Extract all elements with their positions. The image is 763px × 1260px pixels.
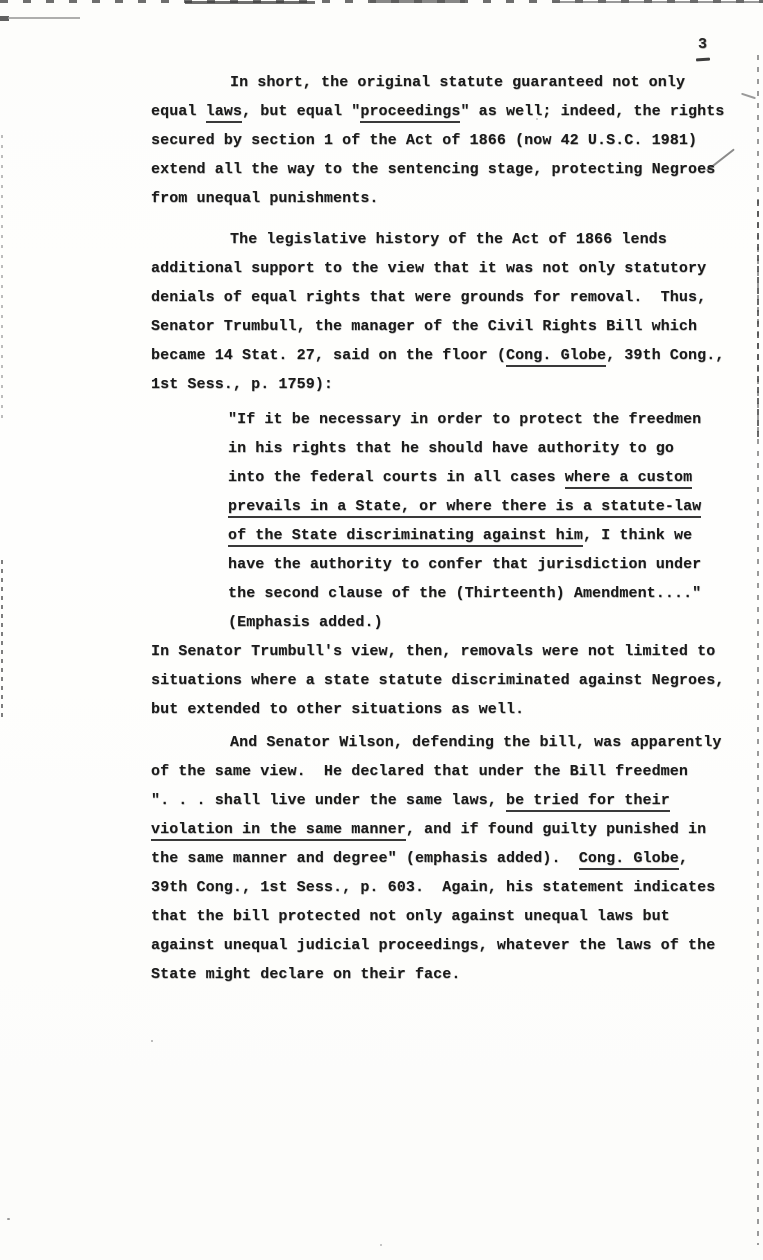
text-segment: became 14 Stat. 27, said on the floor ( [151, 347, 506, 364]
scan-artifact-speck [151, 1040, 153, 1042]
text-segment: , 39th Cong., [606, 347, 725, 364]
text-segment: , and if found guilty punished in [405, 821, 707, 838]
text-line [151, 695, 724, 724]
text-segment: 39th Cong., 1st Sess., p. 603. Again, his statement indicates [151, 879, 716, 896]
text-line [151, 283, 724, 312]
scan-artifact-top-segment [370, 0, 465, 3]
text-line [228, 434, 724, 463]
text-line [151, 902, 724, 931]
text-line [151, 873, 724, 902]
underlined-text: Cong. Globe [579, 850, 679, 870]
text-line [151, 341, 724, 370]
paragraph-block [151, 225, 724, 399]
text-segment: the same manner and degree" (emphasis added). [151, 850, 579, 867]
text-segment: State might declare on their face. [151, 966, 461, 983]
scan-artifact-speck [380, 1244, 382, 1246]
text-segment: , but equal " [242, 103, 361, 120]
text-line [151, 68, 724, 97]
text-line [151, 254, 724, 283]
text-line [151, 312, 724, 341]
text-line [151, 931, 724, 960]
paragraph-block [151, 68, 724, 213]
text-segment: of the same view. He declared that under the Bill freedmen [151, 763, 688, 780]
underlined-text: proceedings [360, 103, 460, 123]
text-line [151, 728, 724, 757]
text-line [151, 225, 724, 254]
scan-artifact-speck [7, 1218, 10, 1220]
text-line [228, 463, 724, 492]
text-segment: In short, the original statute guaranteed not only [230, 74, 686, 91]
underlined-text: Cong. Globe [506, 347, 606, 367]
text-line [228, 521, 724, 550]
underlined-text: be tried for their [506, 792, 670, 812]
text-line [151, 960, 724, 989]
text-segment: secured by section 1 of the Act of 1866 (now 42 U.S.C. 1981) [151, 132, 698, 149]
underlined-text: where a custom [565, 469, 692, 489]
text-segment: , [678, 850, 689, 867]
underlined-text: of the State discriminating against him [228, 527, 583, 547]
text-segment: " as well; indeed, the rights [460, 103, 725, 120]
quote-block [228, 405, 724, 637]
text-segment: from unequal punishments. [151, 190, 379, 207]
text-line [151, 815, 724, 844]
scan-artifact-right-edge-dark [757, 200, 759, 440]
text-line [228, 579, 724, 608]
text-segment: The legislative history of the Act of 1866 lends [230, 231, 667, 248]
text-line [228, 550, 724, 579]
text-segment: situations where a state statute discriminated against Negroes, [151, 672, 725, 689]
text-line [151, 666, 724, 695]
scan-artifact-corner-line [8, 17, 80, 19]
text-segment: extend all the way to the sentencing stage, protecting Negroes [151, 161, 716, 178]
text-segment: have the authority to confer that jurisdiction under [228, 556, 702, 573]
scan-artifact-left-edge [1, 135, 3, 425]
underlined-text: violation in the same manner [151, 821, 406, 841]
text-line [151, 757, 724, 786]
page-number: 3 [698, 36, 708, 53]
scan-artifact-pen-tick [741, 93, 756, 99]
text-line [151, 844, 724, 873]
scan-artifact-left-edge-dark [1, 560, 3, 720]
text-segment: In Senator Trumbull's view, then, removals were not limited to [151, 643, 716, 660]
text-line [151, 155, 724, 184]
text-line [228, 492, 724, 521]
scan-artifact-top-segment [553, 1, 763, 3]
continuation-block [151, 637, 724, 724]
text-line [151, 637, 724, 666]
text-line [228, 405, 724, 434]
text-line [151, 97, 724, 126]
text-segment: Senator Trumbull, the manager of the Civil Rights Bill which [151, 318, 698, 335]
paragraph-block [151, 728, 724, 989]
text-segment: "If it be necessary in order to protect the freedmen [228, 411, 702, 428]
text-segment: ". . . shall live under the same laws, [151, 792, 506, 809]
text-line [151, 786, 724, 815]
text-segment: in his rights that he should have authority to go [228, 440, 674, 457]
text-line [151, 370, 724, 399]
page-number-underline-mark [696, 58, 710, 61]
text-line [151, 184, 724, 213]
document-text [151, 68, 724, 989]
underlined-text: laws [206, 103, 242, 123]
text-line [151, 126, 724, 155]
text-segment: And Senator Wilson, defending the bill, was apparently [230, 734, 722, 751]
text-segment: equal [151, 103, 206, 120]
text-segment: , I think we [582, 527, 693, 544]
text-segment: that the bill protected not only against unequal laws but [151, 908, 670, 925]
scan-artifact-top-segment [185, 1, 315, 4]
underlined-text: prevails in a State, or where there is a statute-law [228, 498, 701, 518]
text-segment: additional support to the view that it was not only statutory [151, 260, 707, 277]
text-line [228, 608, 724, 637]
text-segment: (Emphasis added.) [228, 614, 383, 631]
text-segment: 1st Sess., p. 1759): [151, 376, 334, 393]
text-segment: the second clause of the (Thirteenth) Amendment...." [228, 585, 702, 602]
text-segment: denials of equal rights that were grounds for removal. Thus, [151, 289, 707, 306]
text-segment: against unequal judicial proceedings, whatever the laws of the [151, 937, 716, 954]
text-segment: into the federal courts in all cases [228, 469, 565, 486]
text-segment: but extended to other situations as well. [151, 701, 525, 718]
